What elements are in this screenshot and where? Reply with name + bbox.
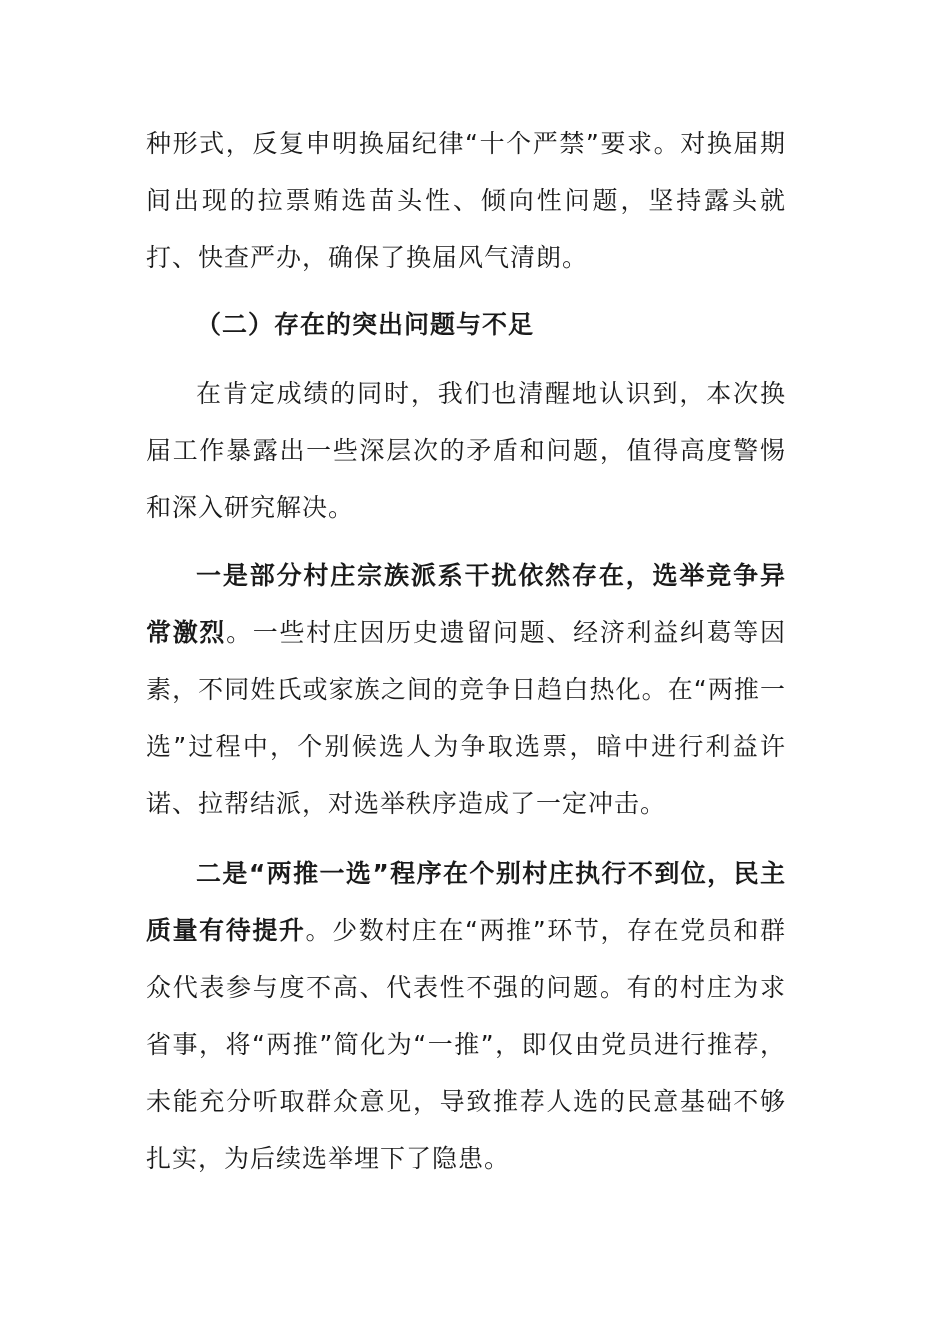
paragraph-intro-problems: 在肯定成绩的同时，我们也清醒地认识到，本次换届工作暴露出一些深层次的矛盾和问题，值得高度警惕和深入研究解决。 <box>146 379 786 522</box>
problem-one-body: 。一些村庄因历史遗留问题、经济利益纠葛等因素，不同姓氏或家族之间的竞争日趋白热化。在“两推一选”过程中，个别候选人为争取选票，暗中进行利益许诺、拉帮结派，对选举秩序造成了一定冲击。 <box>146 618 786 818</box>
problem-two-body: 。少数村庄在“两推”环节，存在党员和群众代表参与度不高、代表性不强的问题。有的村庄为求省事，将“两推”简化为“一推”，即仅由党员进行推荐，未能充分听取群众意见，导致推荐人选的民意基础不够扎实，为后续选举埋下了隐患。 <box>146 916 786 1173</box>
paragraph-problem-one <box>146 547 786 832</box>
problem-two-title: 二是“两推一选”程序在个别村庄执行不到位，民主质量有待提升 <box>146 859 786 945</box>
section-heading-problems: （二）存在的突出问题与不足 <box>196 310 535 339</box>
paragraph-problem-two <box>146 845 786 1187</box>
paragraph-discipline: 种形式，反复申明换届纪律“十个严禁”要求。对换届期间出现的拉票贿选苗头性、倾向性问题，坚持露头就打、快查严办，确保了换届风气清朗。 <box>146 129 786 272</box>
problem-one-title: 一是部分村庄宗族派系干扰依然存在，选举竞争异常激烈 <box>146 561 786 647</box>
